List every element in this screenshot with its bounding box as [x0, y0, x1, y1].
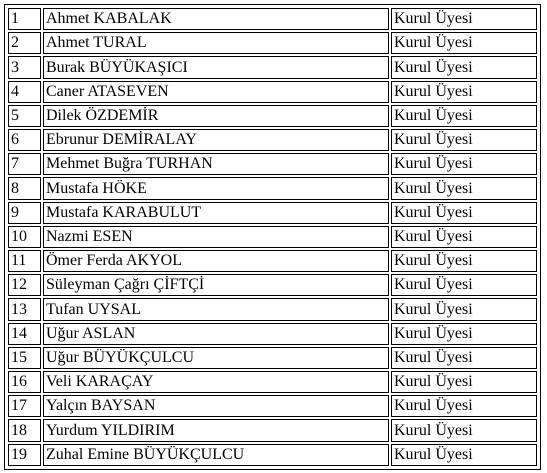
table-row	[8, 347, 537, 369]
table-row	[8, 153, 537, 175]
member-role: Kurul Üyesi	[391, 105, 537, 127]
member-number: 13	[8, 298, 41, 320]
member-name: Mustafa KARABULUT	[43, 202, 389, 224]
member-role: Kurul Üyesi	[391, 177, 537, 199]
member-name: Süleyman Çağrı ÇİFTÇİ	[43, 274, 389, 296]
member-name: Dilek ÖZDEMİR	[43, 105, 389, 127]
members-table-body	[8, 8, 537, 466]
member-role: Kurul Üyesi	[391, 56, 537, 78]
member-name: Burak BÜYÜKAŞICI	[43, 56, 389, 78]
table-row	[8, 56, 537, 78]
member-number: 1	[8, 8, 41, 30]
member-name: Nazmi ESEN	[43, 226, 389, 248]
table-row	[8, 250, 537, 272]
member-number: 10	[8, 226, 41, 248]
member-number: 17	[8, 395, 41, 417]
table-row	[8, 298, 537, 320]
member-name: Uğur ASLAN	[43, 323, 389, 345]
table-row	[8, 129, 537, 151]
member-name: Ahmet TURAL	[43, 32, 389, 54]
members-table-frame	[4, 4, 541, 470]
table-row	[8, 395, 537, 417]
member-role: Kurul Üyesi	[391, 250, 537, 272]
member-role: Kurul Üyesi	[391, 298, 537, 320]
table-row	[8, 81, 537, 103]
member-number: 19	[8, 444, 41, 466]
table-row	[8, 274, 537, 296]
member-number: 12	[8, 274, 41, 296]
member-number: 6	[8, 129, 41, 151]
member-role: Kurul Üyesi	[391, 323, 537, 345]
member-role: Kurul Üyesi	[391, 347, 537, 369]
member-name: Uğur BÜYÜKÇULCU	[43, 347, 389, 369]
member-role: Kurul Üyesi	[391, 81, 537, 103]
member-role: Kurul Üyesi	[391, 129, 537, 151]
member-number: 2	[8, 32, 41, 54]
table-row	[8, 323, 537, 345]
member-role: Kurul Üyesi	[391, 153, 537, 175]
member-name: Tufan UYSAL	[43, 298, 389, 320]
member-number: 18	[8, 419, 41, 441]
member-number: 5	[8, 105, 41, 127]
members-table	[6, 6, 539, 468]
member-number: 11	[8, 250, 41, 272]
member-role: Kurul Üyesi	[391, 419, 537, 441]
member-name: Caner ATASEVEN	[43, 81, 389, 103]
member-name: Zuhal Emine BÜYÜKÇULCU	[43, 444, 389, 466]
member-name: Yalçın BAYSAN	[43, 395, 389, 417]
table-row	[8, 177, 537, 199]
table-row	[8, 226, 537, 248]
member-role: Kurul Üyesi	[391, 8, 537, 30]
table-row	[8, 105, 537, 127]
member-role: Kurul Üyesi	[391, 371, 537, 393]
table-row	[8, 8, 537, 30]
member-number: 7	[8, 153, 41, 175]
member-role: Kurul Üyesi	[391, 32, 537, 54]
member-role: Kurul Üyesi	[391, 202, 537, 224]
member-name: Ebrunur DEMİRALAY	[43, 129, 389, 151]
member-number: 8	[8, 177, 41, 199]
member-number: 15	[8, 347, 41, 369]
member-name: Ahmet KABALAK	[43, 8, 389, 30]
member-number: 9	[8, 202, 41, 224]
member-name: Yurdum YILDIRIM	[43, 419, 389, 441]
table-row	[8, 444, 537, 466]
member-name: Ömer Ferda AKYOL	[43, 250, 389, 272]
member-number: 16	[8, 371, 41, 393]
member-role: Kurul Üyesi	[391, 395, 537, 417]
table-row	[8, 32, 537, 54]
member-name: Veli KARAÇAY	[43, 371, 389, 393]
member-number: 3	[8, 56, 41, 78]
member-number: 14	[8, 323, 41, 345]
member-name: Mehmet Buğra TURHAN	[43, 153, 389, 175]
member-role: Kurul Üyesi	[391, 274, 537, 296]
table-row	[8, 202, 537, 224]
member-role: Kurul Üyesi	[391, 226, 537, 248]
member-name: Mustafa HÖKE	[43, 177, 389, 199]
table-row	[8, 419, 537, 441]
member-role: Kurul Üyesi	[391, 444, 537, 466]
member-number: 4	[8, 81, 41, 103]
table-row	[8, 371, 537, 393]
